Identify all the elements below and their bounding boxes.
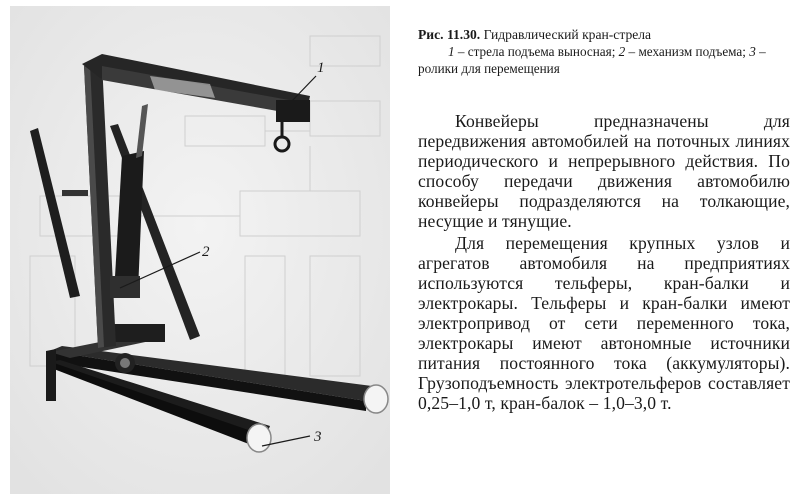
- caption-legend: 1 – стрела подъема выносная; 2 – механизм подъема; 3 – ролики для перемещения: [418, 44, 766, 76]
- caption-title: Гидравлический кран-стрела: [483, 27, 652, 42]
- legend-text-2: механизм подъема;: [638, 44, 746, 59]
- legend-num-3: 3: [749, 44, 756, 59]
- body-text: [418, 112, 790, 414]
- callout-1: 1: [317, 60, 325, 76]
- legend-text-3: ролики для перемещения: [418, 61, 560, 76]
- caption-label: Рис. 11.30.: [418, 27, 481, 42]
- callout-3: 3: [314, 429, 322, 445]
- legend-num-1: 1: [448, 44, 455, 59]
- legend-text-1: стрела подъема выносная;: [467, 44, 616, 59]
- figure-caption: [418, 26, 790, 77]
- paragraph-conveyors: Конвейеры предназначены для передвижения автомобилей на поточных линиях периодического и непрерывного действия. По способу передачи движения автомобилю конвейеры подразделяются на толкающие, несущие и тянущие.: [418, 111, 790, 231]
- paragraph-hoisting: Для перемещения крупных узлов и агрегатов автомобиля на предприятиях используются тельферы, кран-балки и электрокары. Тельферы и кран-балки имеют электропривод от сети переменного тока, электрокары имеют автономные источники питания постоянного тока (аккумуляторы). Грузоподъемность электротельферов составляет 0,25–1,0 т, кран-балок – 1,0–3,0 т.: [418, 233, 790, 413]
- crane-figure: [10, 6, 390, 494]
- callout-2: 2: [202, 244, 210, 260]
- legend-num-2: 2: [618, 44, 626, 59]
